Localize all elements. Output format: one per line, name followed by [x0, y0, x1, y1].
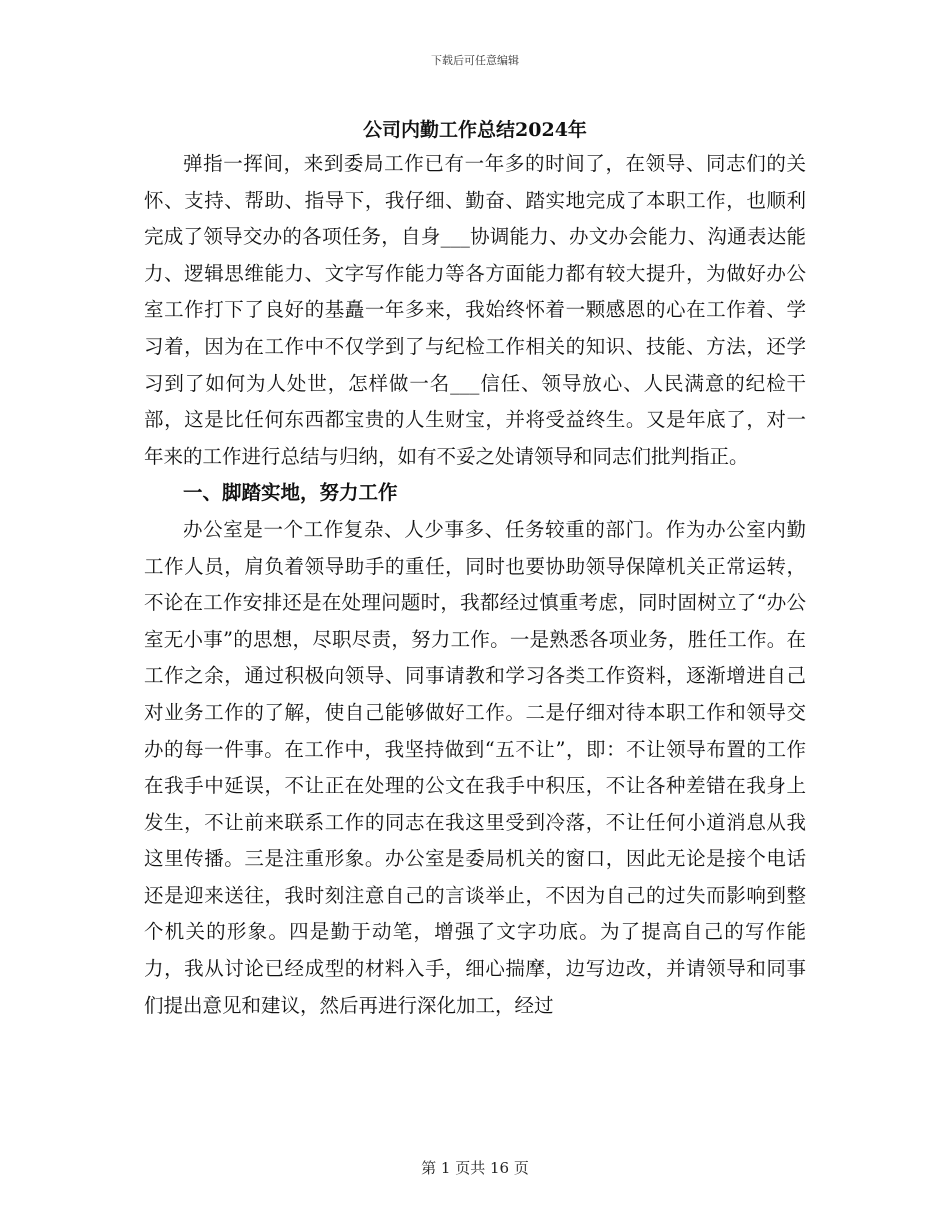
page-footer: 第 1 页共 16 页: [421, 1159, 529, 1177]
document-body: [144, 146, 806, 1024]
intro-paragraph: 弹指一挥间，来到委局工作已有一年多的时间了，在领导、同志们的关怀、支持、帮助、指导下，我仔细、勤奋、踏实地完成了本职工作，也顺利完成了领导交办的各项任务，自身___协调能力、办文办会能力、沟通表达能力、逻辑思维能力、文字写作能力等各方面能力都有较大提升，为做好办公室工作打下了良好的基矗一年多来，我始终怀着一颗感恩的心在工作着、学习着，因为在工作中不仅学到了与纪检工作相关的知识、技能、方法，还学习到了如何为人处世，怎样做一名___信任、领导放心、人民满意的纪检干部，这是比任何东西都宝贵的人生财宝，并将受益终生。又是年底了，对一年来的工作进行总结与归纳，如有不妥之处请领导和同志们批判指正。: [144, 152, 806, 468]
page-header: 下载后可任意编辑: [431, 54, 519, 67]
document-title: 公司内勤工作总结2024年: [363, 119, 587, 141]
section-heading: 一、脚踏实地，努力工作: [183, 481, 398, 505]
section-paragraph: 办公室是一个工作复杂、人少事多、任务较重的部门。作为办公室内勤工作人员，肩负着领导助手的重任，同时也要协助领导保障机关正常运转，不论在工作安排还是在处理问题时，我都经过慎重考虑，同时固树立了“办公室无小事”的思想，尽职尽责，努力工作。一是熟悉各项业务，胜任工作。在工作之余，通过积极向领导、同事请教和学习各类工作资料，逐渐增进自己对业务工作的了解，使自己能够做好工作。二是仔细对待本职工作和领导交办的每一件事。在工作中，我坚持做到“五不让”，即：不让领导布置的工作在我手中延误，不让正在处理的公文在我手中积压，不让各种差错在我身上发生，不让前来联系工作的同志在我这里受到冷落，不让任何小道消息从我这里传播。三是注重形象。办公室是委局机关的窗口，因此无论是接个电话还是迎来送往，我时刻注意自己的言谈举止，不因为自己的过失而影响到整个机关的形象。四是勤于动笔，增强了文字功底。为了提高自己的写作能力，我从讨论已经成型的材料入手，细心揣摩，边写边改，并请领导和同事们提出意见和建议，然后再进行深化加工，经过: [144, 517, 806, 1017]
